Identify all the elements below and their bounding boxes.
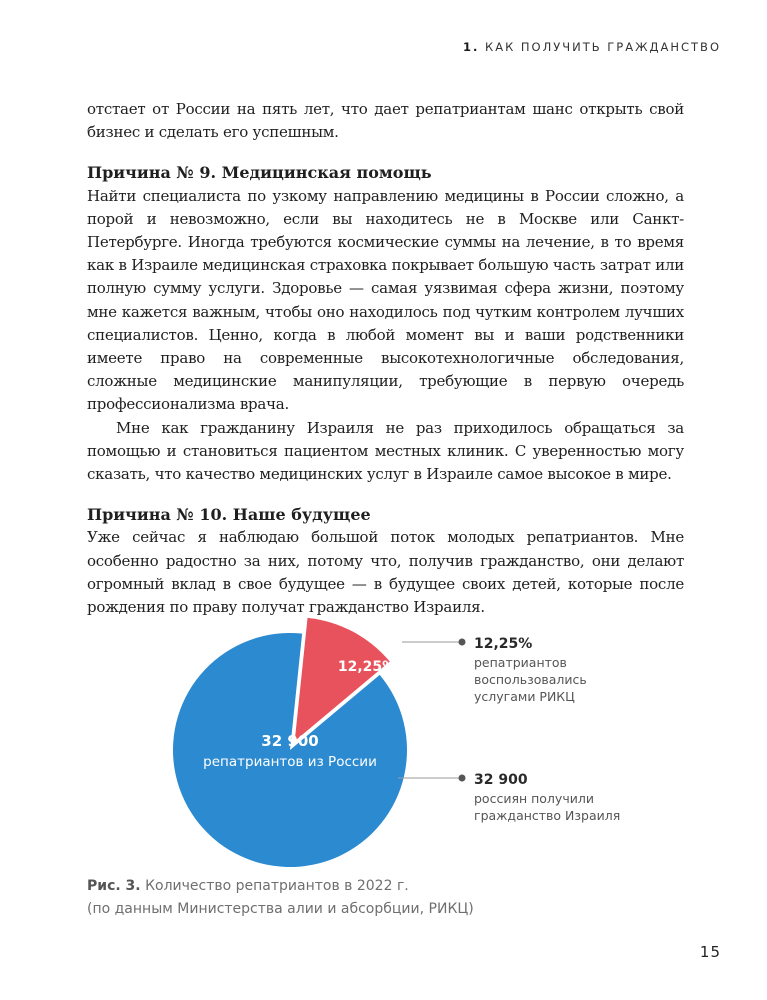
- chapter-number: 1.: [463, 40, 480, 54]
- reason9-paragraph-1: Найти специалиста по узкому направлению медицины в России сложно, а порой и невозможно, если вы находитесь не в Москве или Санкт-Петербурге. Иногда требуются космические суммы на лечение, в то время как в Израиле медицинская страховка покрывает большую часть затрат или полную сумму услуги. Здоровье — самая уязвимая сфера жизни, поэтому мне кажется важным, чтобы оно находилось под чутким контролем лучших специалистов. Ценно, когда в любой момент вы и ваши родственники имеете право на современные высокотехнологичные обследования, сложные медицинские манипуляции, требующие в первую очередь профессионализма врача.: [87, 186, 684, 414]
- page-body: [87, 98, 684, 619]
- legend-rikc-line-3: услугами РИКЦ: [474, 689, 575, 704]
- pie-chart-figure: [0, 600, 767, 880]
- reason9-heading: Причина № 9. Медицинская помощь: [87, 163, 432, 183]
- legend-rikc-value: 12,25%: [474, 636, 533, 652]
- caption-text: Количество репатриантов в 2022 г.: [145, 878, 409, 894]
- pie-slice-rikc-label: 12,25%: [337, 659, 397, 675]
- legend-rikc-line-1: репатриантов: [474, 655, 567, 670]
- pie-chart: [0, 600, 767, 880]
- reason9-paragraph-2: Мне как гражданину Израиля не раз приходилось обращаться за помощью и становиться пациентом местных клиник. С уверенностью могу сказать, что качество медицинских услуг в Израиле самое высокое в мире.: [87, 418, 684, 484]
- legend-russia-line-2: гражданство Израиля: [474, 808, 621, 823]
- figure-caption: [87, 875, 474, 921]
- legend-russia-value: 32 900: [474, 772, 528, 788]
- legend-rikc-line-2: воспользовались: [474, 672, 587, 687]
- caption-label: Рис. 3.: [87, 878, 141, 894]
- pie-main-value: 32 900: [261, 732, 319, 750]
- reason10-heading: Причина № 10. Наше будущее: [87, 505, 371, 525]
- pie-main-sublabel: репатриантов из России: [203, 754, 377, 770]
- legend-russia-line-1: россиян получили: [474, 791, 594, 806]
- caption-source: (по данным Министерства алии и абсорбции, РИКЦ): [87, 901, 474, 917]
- page-number: 15: [699, 943, 721, 961]
- legend-rikc-dot: [459, 639, 466, 646]
- reason10-paragraph-1: Уже сейчас я наблюдаю большой поток молодых репатриантов. Мне особенно радостно за них, потому что, получив гражданство, они делают огромный вклад в свое будущее — в будущее своих детей, которые после рождения по праву получат гражданство Израиля.: [87, 528, 684, 617]
- legend-russia-dot: [459, 775, 466, 782]
- intro-paragraph: отстает от России на пять лет, что дает репатриантам шанс открыть свой бизнес и сделать его успешным.: [87, 100, 684, 142]
- running-header: [463, 40, 721, 54]
- chapter-title: КАК ПОЛУЧИТЬ ГРАЖДАНСТВО: [485, 40, 721, 54]
